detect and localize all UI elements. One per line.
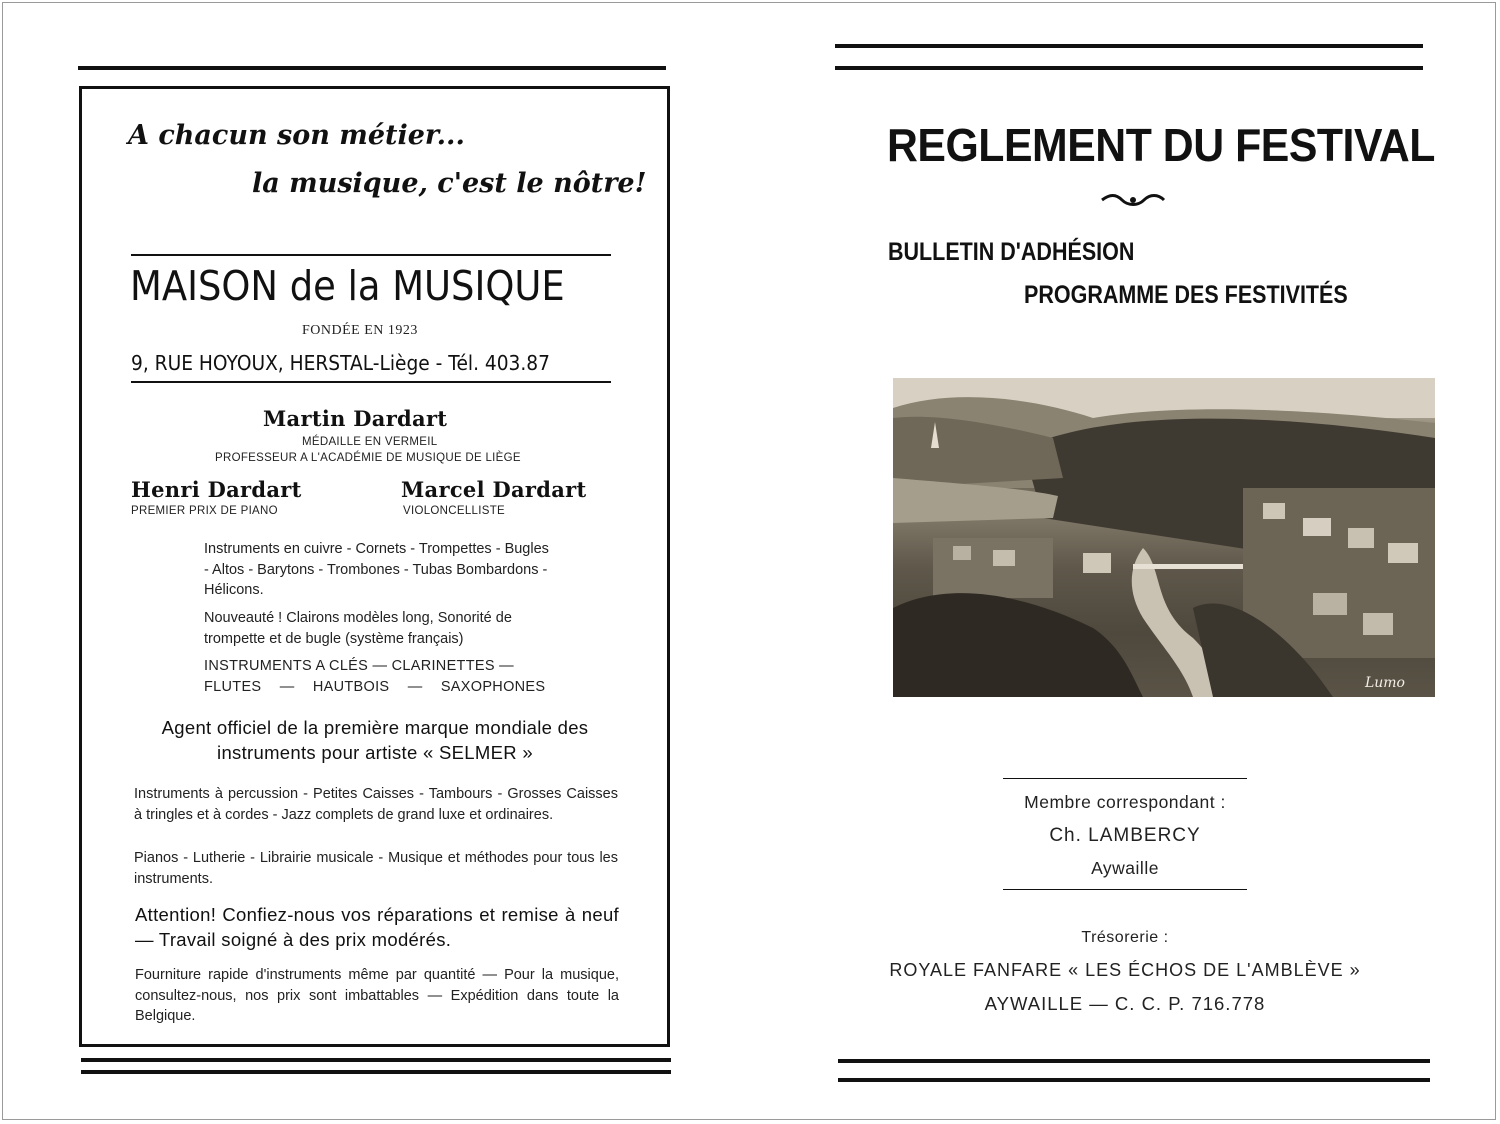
member-name: Ch. LAMBERCY xyxy=(1049,825,1201,846)
left-bottom-rule-2 xyxy=(81,1070,671,1074)
address-bottom-rule xyxy=(131,381,611,383)
marcel-name: Marcel Dardart xyxy=(401,477,587,502)
treasury-organization: ROYALE FANFARE « LES ÉCHOS DE L'AMBLÈVE » xyxy=(889,960,1361,980)
instruments-keys-2: FLUTES — HAUTBOIS — SAXOPHONES xyxy=(204,679,546,695)
martin-title-1: MÉDAILLE EN VERMEIL xyxy=(302,436,438,448)
treasury-label: Trésorerie : xyxy=(1081,929,1169,946)
attention-text: Attention! Confiez-nous vos réparations et remise à neuf — Travail soigné à des prix modérés. xyxy=(135,904,619,950)
treasury-city-ccp: AYWAILLE — C. C. P. 716.778 xyxy=(984,993,1266,1014)
right-top-rule-2 xyxy=(835,66,1423,70)
member-top-rule xyxy=(1003,778,1247,779)
left-top-rule xyxy=(78,66,666,70)
festival-title: REGLEMENT DU FESTIVAL xyxy=(887,119,1435,171)
martin-name: Martin Dardart xyxy=(263,406,448,431)
slogan-line-1: A chacun son métier... xyxy=(128,120,465,151)
ornament-icon xyxy=(1100,193,1166,207)
agent-selmer: Agent officiel de la première marque mondiale des instruments pour artiste « SELMER » xyxy=(161,717,589,763)
henri-name: Henri Dardart xyxy=(131,477,302,502)
photo-landscape xyxy=(893,378,1435,697)
pianos-text: Pianos - Lutherie - Librairie musicale - Musique et méthodes pour tous les instruments. xyxy=(134,850,618,887)
photo-signature: Lumo xyxy=(1364,675,1405,691)
slogan-line-2: la musique, c'est le nôtre! xyxy=(252,168,647,199)
right-top-rule-1 xyxy=(835,44,1423,48)
marcel-title: VIOLONCELLISTE xyxy=(403,505,505,517)
instruments-novelty: Nouveauté ! Clairons modèles long, Sonorité de trompette et de bugle (système français) xyxy=(204,610,512,647)
founded-text: FONDÉE EN 1923 xyxy=(302,323,418,338)
member-city: Aywaille xyxy=(1091,858,1159,878)
left-bottom-rule-1 xyxy=(81,1058,671,1062)
shop-name: MAISON de la MUSIQUE xyxy=(130,262,565,310)
shop-address: 9, RUE HOYOUX, HERSTAL-Liège - Tél. 403.87 xyxy=(131,351,550,375)
subtitle-bulletin: BULLETIN D'ADHÉSION xyxy=(888,238,1135,266)
percussion-text: Instruments à percussion - Petites Caisses - Tambours - Grosses Caisses à tringles et à cordes - Jazz complets de grand luxe et ordinaires. xyxy=(134,786,618,823)
member-bottom-rule xyxy=(1003,889,1247,890)
instruments-brass: Instruments en cuivre - Cornets - Trompettes - Bugles - Altos - Barytons - Trombones - Tubas Bombardons - Hélicons. xyxy=(204,541,549,598)
subtitle-programme: PROGRAMME DES FESTIVITÉS xyxy=(1024,281,1348,309)
right-bottom-rule-1 xyxy=(838,1059,1430,1063)
maison-top-rule xyxy=(131,254,611,256)
martin-title-2: PROFESSEUR A L'ACADÉMIE DE MUSIQUE DE LIÈGE xyxy=(215,452,521,464)
village-photo xyxy=(893,378,1435,697)
right-bottom-rule-2 xyxy=(838,1078,1430,1082)
fourniture-text: Fourniture rapide d'instruments même par quantité — Pour la musique, consultez-nous, nos prix sont imbattables — Expédition dans toute la Belgique. xyxy=(135,967,619,1024)
instruments-keys-1: INSTRUMENTS A CLÉS — CLARINETTES — xyxy=(204,658,514,674)
member-label: Membre correspondant : xyxy=(1024,792,1226,812)
henri-title: PREMIER PRIX DE PIANO xyxy=(131,505,278,517)
